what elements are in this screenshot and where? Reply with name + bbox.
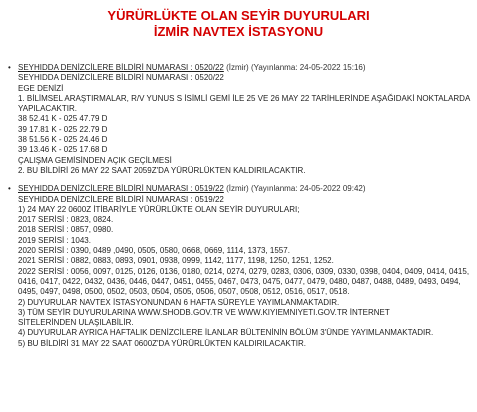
notice-line: 5) BU BİLDİRİ 31 MAY 22 SAAT 0600Z'DA YÜRÜRLÜKTEN KALDIRILACAKTIR.	[18, 338, 306, 348]
coordinate-line: 39 13.46 K - 025 17.68 D	[18, 145, 108, 155]
notice-line: 2. BU BİLDİRİ 26 MAY 22 SAAT 2059Z'DA YÜRÜRLÜKTEN KALDIRILACAKTIR.	[18, 165, 306, 175]
notice-item-0520	[0, 63, 477, 176]
notice-line: EGE DENİZİ	[18, 83, 64, 93]
notice-link[interactable]: SEYHIDDA DENİZCİLERE BİLDİRİ NUMARASI : 0520/22	[18, 63, 224, 72]
notice-line: ÇALIŞMA GEMİSİNDEN AÇIK GEÇİLMESİ	[18, 155, 172, 165]
coordinate-line: 38 52.41 K - 025 47.79 D	[18, 114, 108, 124]
notice-meta: (İzmir) (Yayınlanma: 24-05-2022 09:42)	[223, 184, 366, 194]
notice-line: 1) 24 MAY 22 0600Z İTİBARİYLE YÜRÜRLÜKTE OLAN SEYİR DUYURULARI;	[18, 204, 300, 214]
notice-line: 2) DUYURULAR NAVTEX İSTASYONUNDAN 6 HAFTA SÜREYLE YAYIMLANMAKTADIR.	[18, 297, 340, 307]
notice-item-0519	[0, 184, 477, 349]
page-subtitle: İZMİR NAVTEX İSTASYONU	[153, 24, 324, 39]
notice-line: SEYHIDDA DENİZCİLERE BİLDİRİ NUMARASI : 0520/22	[18, 73, 224, 83]
notice-meta: (İzmir) (Yayınlanma: 24-05-2022 15:16)	[223, 63, 366, 72]
notice-heading	[18, 63, 473, 73]
notice-list	[0, 63, 477, 357]
page-title: YÜRÜRLÜKTE OLAN SEYİR DUYURULARI	[107, 8, 370, 23]
notice-line: 4) DUYURULAR AYRICA HAFTALIK DENİZCİLERE İLANLAR BÜLTENİNİN BÖLÜM 3'ÜNDE YAYIMLANMAKTADIR.	[18, 328, 434, 338]
series-line: 2017 SERİSİ : 0823, 0824.	[18, 215, 114, 225]
bullet-icon: •	[8, 184, 11, 194]
notice-line: 3) TÜM SEYİR DUYURULARINA WWW.SHODB.GOV.TR VE WWW.KIYIEMNIYETI.GOV.TR İNTERNET	[18, 307, 390, 317]
coordinate-line: 38 51.56 K - 025 24.46 D	[18, 135, 108, 145]
bullet-icon: •	[8, 63, 11, 72]
series-paragraph: 2022 SERİSİ : 0056, 0097, 0125, 0126, 0136, 0180, 0214, 0274, 0279, 0283, 0306, 0309, 0330, 0398, 0404, 0409, 0414, 0415, 0416, 0417, 0422, 0432, 0436, 0446, 0447, 0451, 0455, 0467, 0473, 0475, 0477, 0479, 0480, 0487, 0488, 0489, 0493, 0494, 0495, 0497, 0498, 0500, 0502, 0503, 0504, 0505, 0506, 0507, 0508, 0512, 0516, 0517, 0518.	[18, 266, 470, 297]
notice-paragraph: 1. BİLİMSEL ARAŞTIRMALAR, R/V YUNUS S İSİMLİ GEMİ İLE 25 VE 26 MAY 22 TARİHLERİNDE AŞAĞIDAKİ NOKTALARDA YAPILACAKTIR.	[18, 93, 470, 114]
page-header	[0, 0, 477, 50]
notice-link[interactable]: SEYHIDDA DENİZCİLERE BİLDİRİ NUMARASI : 0519/22	[18, 184, 224, 194]
series-line: 2018 SERİSİ : 0857, 0980.	[18, 225, 114, 235]
notice-line: SEYHIDDA DENİZCİLERE BİLDİRİ NUMARASI : 0519/22	[18, 194, 224, 204]
series-line: 2020 SERİSİ : 0390, 0489 ,0490, 0505, 0580, 0668, 0669, 1114, 1373, 1557.	[18, 246, 290, 256]
notice-heading	[18, 184, 473, 194]
coordinate-line: 39 17.81 K - 025 22.79 D	[18, 124, 108, 134]
notice-line: SİTELERİNDEN ULAŞILABİLİR.	[18, 318, 134, 328]
series-line: 2019 SERİSİ : 1043.	[18, 235, 91, 245]
series-line: 2021 SERİSİ : 0882, 0883, 0893, 0901, 0938, 0999, 1142, 1177, 1198, 1250, 1251, 1252.	[18, 256, 334, 266]
